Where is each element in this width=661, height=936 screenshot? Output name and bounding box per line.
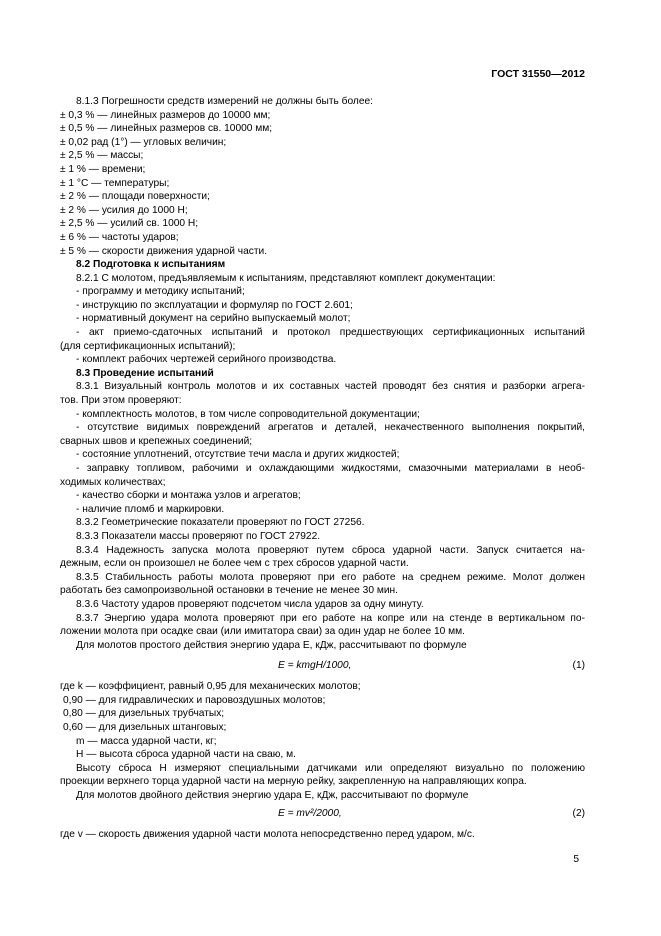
para-8-3-1: 8.3.1 Визуальный контроль молотов и их составных частей проводят без снятия и разборки агрега- [76, 381, 585, 392]
h-definition: H — высота сброса ударной части на сваю, м. [76, 749, 296, 760]
check-item: - наличие пломб и маркировки. [76, 504, 225, 515]
check-item-cont: сварных швов и крепежных соединений; [60, 436, 253, 447]
check-item: - заправку топливом, рабочими и охлаждающими жидкостями, смазочными материалами в необ- [76, 463, 585, 474]
formula-1-number: (1) [572, 660, 585, 671]
k-value: 0,60 — для дизельных штанговых; [63, 722, 227, 733]
check-item: - состояние уплотнений, отсутствие течи масла и других жидкостей; [76, 449, 400, 460]
where-k: где k — коэффициент, равный 0,95 для механических молотов; [60, 681, 361, 692]
tolerance-item: ± 2,5 % — массы; [60, 150, 144, 161]
page-number: 5 [573, 854, 579, 865]
para-8-1-3-intro: 8.1.3 Погрешности средств измерений не должны быть более: [76, 96, 374, 107]
tolerance-item: ± 6 % — частоты ударов; [60, 232, 179, 243]
formula-2: E = mv²/2000, [278, 808, 342, 819]
tolerance-item: ± 2 % — усилия до 1000 Н; [60, 205, 188, 216]
where-v: где v — скорость движения ударной части молота непосредственно перед ударом, м/с. [60, 829, 475, 840]
tolerance-item: ± 2 % — площади поверхности; [60, 191, 210, 202]
para-8-3-5-cont: работать без самопроизвольной остановки в течение не менее 30 мин. [60, 585, 398, 596]
section-8-2-title: 8.2 Подготовка к испытаниям [76, 259, 226, 270]
para-8-3-2: 8.3.2 Геометрические показатели проверяют по ГОСТ 27256. [76, 517, 365, 528]
check-item-cont: ходимых количествах; [60, 477, 166, 488]
doc-list-item: - комплект рабочих чертежей серийного производства. [76, 354, 337, 365]
m-definition: m — масса ударной части, кг; [76, 736, 217, 747]
para-8-3-3: 8.3.3 Показатели массы проверяют по ГОСТ 27922. [76, 531, 321, 542]
doc-list-item-act-cont: (для сертификационных испытаний); [60, 341, 236, 352]
document-code: ГОСТ 31550—2012 [491, 68, 585, 80]
tolerance-item: ± 2,5 % — усилий св. 1000 Н; [60, 218, 199, 229]
doc-list-item-act: - акт приемо-сдаточных испытаний и протокол предшествующих сертификационных испытаний [76, 327, 585, 338]
para-8-2-1-intro: 8.2.1 С молотом, предъявляемым к испытаниям, представляют комплект документации: [76, 273, 496, 284]
doc-list-item: - программу и методику испытаний; [76, 286, 245, 297]
tolerance-item: ± 1 °С — температуры; [60, 178, 170, 189]
section-8-3-title: 8.3 Проведение испытаний [76, 368, 214, 379]
formula-1-intro: Для молотов простого действия энергию удара E, кДж, рассчитывают по формуле [76, 640, 467, 651]
para-8-3-7-cont: ложении молота при осадке сваи (или имитатора сваи) за один удар не более 10 мм. [60, 626, 465, 637]
check-item: - отсутствие видимых повреждений агрегатов и деталей, некачественного выполнения покрытий, [76, 422, 585, 433]
para-8-3-7: 8.3.7 Энергию удара молота проверяют при его работе на копре или на стенде в вертикальном по- [76, 613, 585, 624]
tolerance-item: ± 0,02 рад (1°) — угловых величин; [60, 137, 227, 148]
formula-2-intro: Для молотов двойного действия энергию удара E, кДж, рассчитывают по формуле [76, 790, 469, 801]
para-8-3-6: 8.3.6 Частоту ударов проверяют подсчетом числа ударов за одну минуту. [76, 599, 424, 610]
para-8-3-5: 8.3.5 Стабильность работы молота проверяют при его работе на среднем режиме. Молот должен [76, 572, 585, 583]
formula-2-number: (2) [572, 808, 585, 819]
tolerance-item: ± 0,3 % — линейных размеров до 10000 мм; [60, 110, 271, 121]
tolerance-item: ± 0,5 % — линейных размеров св. 10000 мм; [60, 123, 273, 134]
tolerance-item: ± 1 % — времени; [60, 164, 146, 175]
para-8-3-1-cont: тов. При этом проверяют: [60, 395, 182, 406]
k-value: 0,80 — для дизельных трубчатых; [63, 708, 225, 719]
k-value: 0,90 — для гидравлических и паровоздушных молотов; [63, 695, 326, 706]
h-measurement-cont: проекции верхнего торца ударной части на мерную рейку, закрепленную на направляющих копра. [60, 776, 527, 787]
para-8-3-4: 8.3.4 Надежность запуска молота проверяют путем сброса ударной части. Запуск считается на- [76, 545, 585, 556]
h-measurement: Высоту сброса H измеряют специальными датчиками или определяют визуально по положению [76, 763, 585, 774]
para-8-3-4-cont: дежным, если он произошел не более чем с трех сбросов ударной части. [60, 558, 409, 569]
formula-1: E = kmgH/1000, [278, 660, 352, 671]
tolerance-item: ± 5 % — скорости движения ударной части. [60, 246, 268, 257]
check-item: - качество сборки и монтажа узлов и агрегатов; [76, 490, 301, 501]
doc-list-item: - инструкцию по эксплуатации и формуляр по ГОСТ 2.601; [76, 300, 353, 311]
check-item: - комплектность молотов, в том числе сопроводительной документации; [76, 409, 420, 420]
doc-list-item: - нормативный документ на серийно выпускаемый молот; [76, 313, 351, 324]
